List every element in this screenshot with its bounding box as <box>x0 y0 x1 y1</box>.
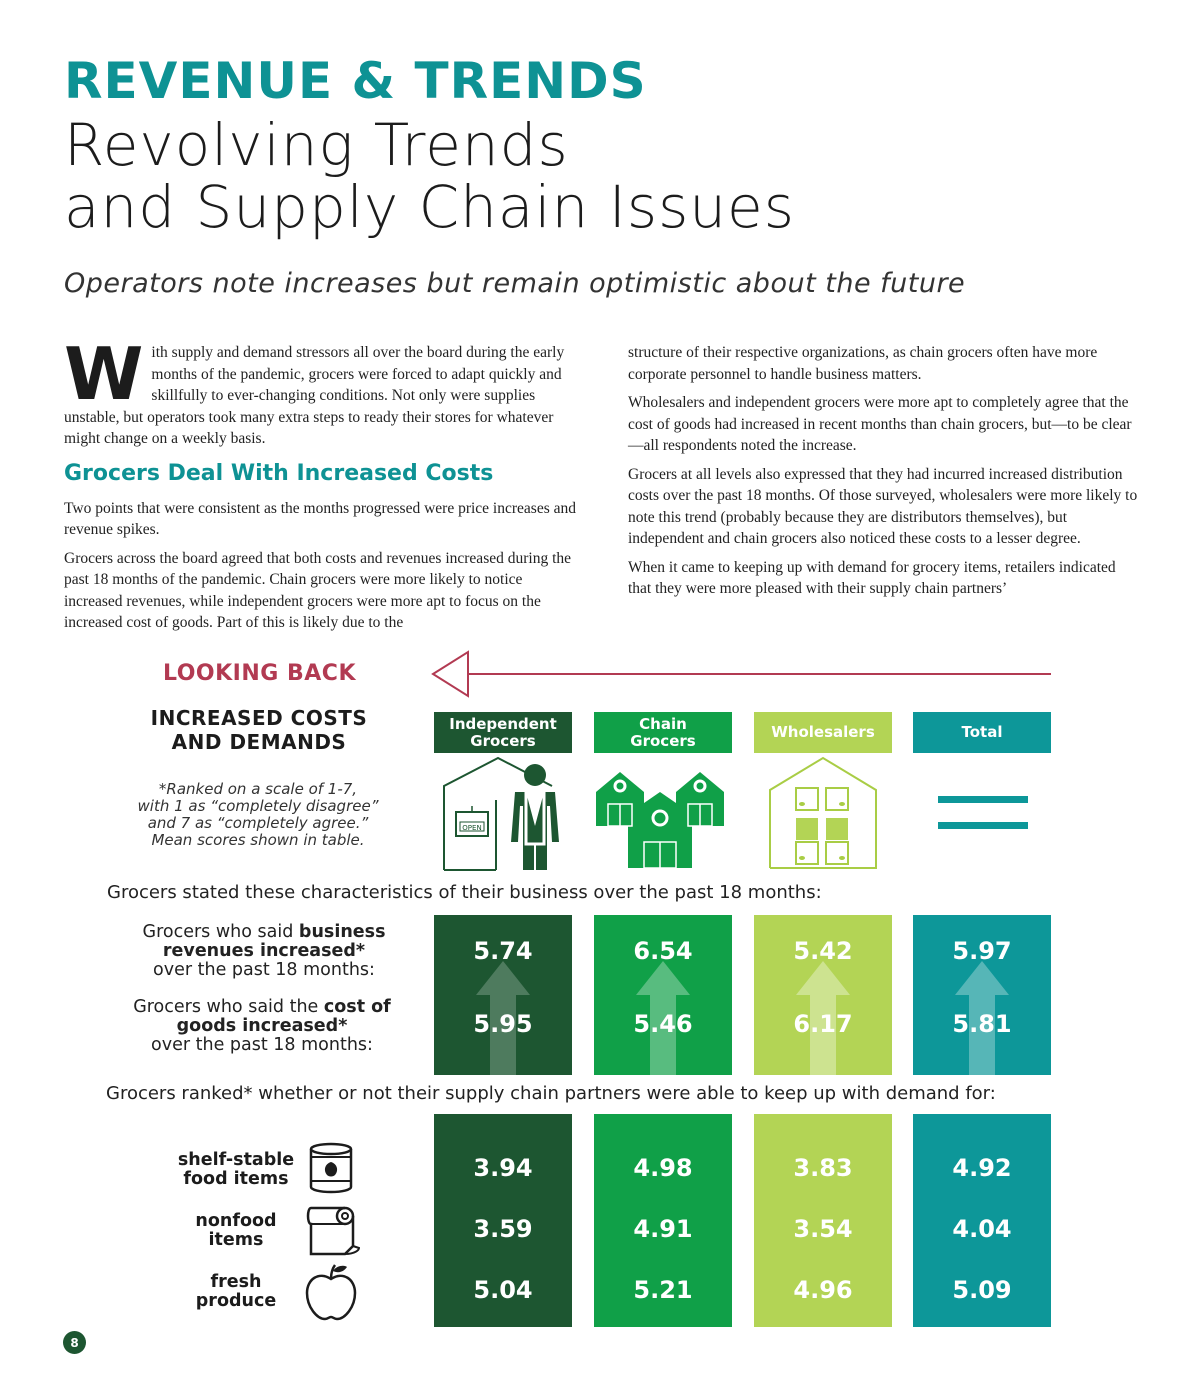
value-revenues: 6.54 <box>633 937 693 965</box>
article-right-column <box>628 342 1140 607</box>
scale-note-line: *Ranked on a scale of 1-7, <box>158 780 358 798</box>
infographic-title <box>128 706 390 754</box>
row-label-cost-of-goods <box>112 998 412 1055</box>
open-sign-text: OPEN <box>462 824 482 832</box>
value-nonfood: 4.04 <box>952 1215 1012 1243</box>
value-fresh-produce: 5.09 <box>952 1276 1012 1304</box>
looking-back-label: LOOKING BACK <box>163 661 356 686</box>
paragraph: Grocers at all levels also expressed that they had incurred increased distribution costs over the past 18 months. Of those surveyed, wholesalers were more likely to note this trend (probably because they are distributors themselves), but independent and chain grocers also noticed these costs to a lesser degree. <box>628 465 1138 547</box>
row-label-revenues <box>114 923 414 980</box>
scale-note-line: and 7 as “completely agree.” <box>147 814 369 832</box>
scale-note-line: Mean scores shown in table. <box>151 831 365 849</box>
value-costs: 5.81 <box>952 1010 1012 1038</box>
page-subtitle: Operators note increases but remain optimistic about the future <box>64 268 966 299</box>
infographic-title-line-2: AND DEMANDS <box>171 730 347 754</box>
data-block-wholesalers-top <box>754 915 892 1075</box>
row-label-bold: business <box>298 922 386 942</box>
drop-cap: W <box>64 332 144 416</box>
item-label-line: nonfood <box>195 1211 277 1231</box>
value-revenues: 5.42 <box>793 937 853 965</box>
column-header-independent <box>434 712 572 753</box>
data-block-total-bottom <box>913 1114 1051 1327</box>
value-shelf-stable: 4.92 <box>952 1154 1012 1182</box>
item-label-line: fresh <box>210 1272 262 1292</box>
value-revenues: 5.74 <box>473 937 533 965</box>
value-costs: 5.95 <box>473 1010 533 1038</box>
section-heading: Grocers Deal With Increased Costs <box>64 460 494 486</box>
paragraph: When it came to keeping up with demand for grocery items, retailers indicated that they were more pleased with their supply chain partners’ <box>628 558 1116 597</box>
can-icon <box>307 1142 355 1194</box>
value-shelf-stable: 3.94 <box>473 1154 533 1182</box>
statement-supply-chain: Grocers ranked* whether or not their supply chain partners were able to keep up with demand for: <box>106 1083 996 1104</box>
intro-paragraph <box>64 332 576 450</box>
value-revenues: 5.97 <box>952 937 1012 965</box>
intro-text: ith supply and demand stressors all over the board during the early months of the pandemic, grocers were forced to adapt quickly and skillfully to ever-changing conditions. Not only were supplies unstable, but operators took many extra steps to ready their stores for whatever might change on a weekly basis. <box>64 344 565 447</box>
item-label-nonfood <box>166 1212 306 1250</box>
statement-business-characteristics: Grocers stated these characteristics of their business over the past 18 months: <box>107 882 822 903</box>
data-block-total-top <box>913 915 1051 1075</box>
column-header-line: Grocers <box>470 731 536 750</box>
column-header-chain <box>594 712 732 753</box>
article-left-column <box>64 332 576 641</box>
row-label-text: Grocers who said the <box>133 997 319 1017</box>
value-nonfood: 4.91 <box>633 1215 693 1243</box>
value-nonfood: 3.54 <box>793 1215 853 1243</box>
value-costs: 5.46 <box>633 1010 693 1038</box>
item-label-line: food items <box>183 1169 289 1189</box>
scale-note-line: with 1 as “completely disagree” <box>137 797 379 815</box>
chain-stores-icon <box>594 770 732 870</box>
apple-icon <box>305 1263 357 1321</box>
title-line-1: Revolving Trends <box>64 111 569 179</box>
back-arrow-icon <box>430 650 1055 698</box>
column-header-line: Total <box>961 723 1003 741</box>
column-header-line: Grocers <box>630 731 696 750</box>
row-label-bold: goods increased* <box>176 1016 348 1036</box>
warehouse-icon <box>766 756 880 872</box>
page-title <box>64 111 795 241</box>
section-kicker: REVENUE & TRENDS <box>64 52 647 110</box>
value-fresh-produce: 4.96 <box>793 1276 853 1304</box>
data-block-wholesalers-bottom <box>754 1114 892 1327</box>
grocer-store-icon <box>442 756 564 872</box>
equals-icon <box>938 794 1028 834</box>
row-label-bold: cost of <box>323 997 391 1017</box>
row-label-text: Grocers who said <box>142 922 294 942</box>
paragraph: Wholesalers and independent grocers were more apt to completely agree that the cost of goods had increased in recent months than chain grocers, but—to be clear—all respondents noted the increase. <box>628 394 1132 454</box>
title-line-2: and Supply Chain Issues <box>64 173 795 241</box>
column-header-line: Wholesalers <box>771 723 875 741</box>
value-fresh-produce: 5.04 <box>473 1276 533 1304</box>
page-number: 8 <box>63 1331 86 1354</box>
paper-towel-icon <box>305 1206 361 1258</box>
value-fresh-produce: 5.21 <box>633 1276 693 1304</box>
row-label-text: over the past 18 months: <box>153 960 375 980</box>
item-label-line: items <box>208 1230 264 1250</box>
paragraph: structure of their respective organizations, as chain grocers often have more corporate personnel to handle business matters. <box>628 344 1098 383</box>
data-block-chain-bottom <box>594 1114 732 1327</box>
item-label-line: produce <box>195 1291 277 1311</box>
item-label-shelf-stable <box>166 1151 306 1189</box>
item-label-line: shelf-stable <box>177 1150 295 1170</box>
value-costs: 6.17 <box>793 1010 853 1038</box>
value-nonfood: 3.59 <box>473 1215 533 1243</box>
column-header-line: Chain <box>639 714 687 733</box>
column-header-line: Independent <box>449 714 557 733</box>
scale-note <box>118 781 398 849</box>
row-label-bold: revenues increased* <box>162 941 366 961</box>
column-header-total <box>913 712 1051 753</box>
value-shelf-stable: 3.83 <box>793 1154 853 1182</box>
row-label-text: over the past 18 months: <box>151 1035 373 1055</box>
item-label-fresh-produce <box>166 1273 306 1311</box>
data-block-chain-top <box>594 915 732 1075</box>
value-shelf-stable: 4.98 <box>633 1154 693 1182</box>
paragraph: Two points that were consistent as the months progressed were price increases and revenue spikes. <box>64 499 576 538</box>
paragraph: Grocers across the board agreed that both costs and revenues increased during the past 18 months of the pandemic. Chain grocers were more likely to notice increased revenues, while independent grocers were more apt to focus on the increased cost of goods. Part of this is likely due to the <box>64 549 572 631</box>
data-block-independent-top <box>434 915 572 1075</box>
infographic-title-line-1: INCREASED COSTS <box>150 706 368 730</box>
data-block-independent-bottom <box>434 1114 572 1327</box>
column-header-wholesalers <box>754 712 892 753</box>
